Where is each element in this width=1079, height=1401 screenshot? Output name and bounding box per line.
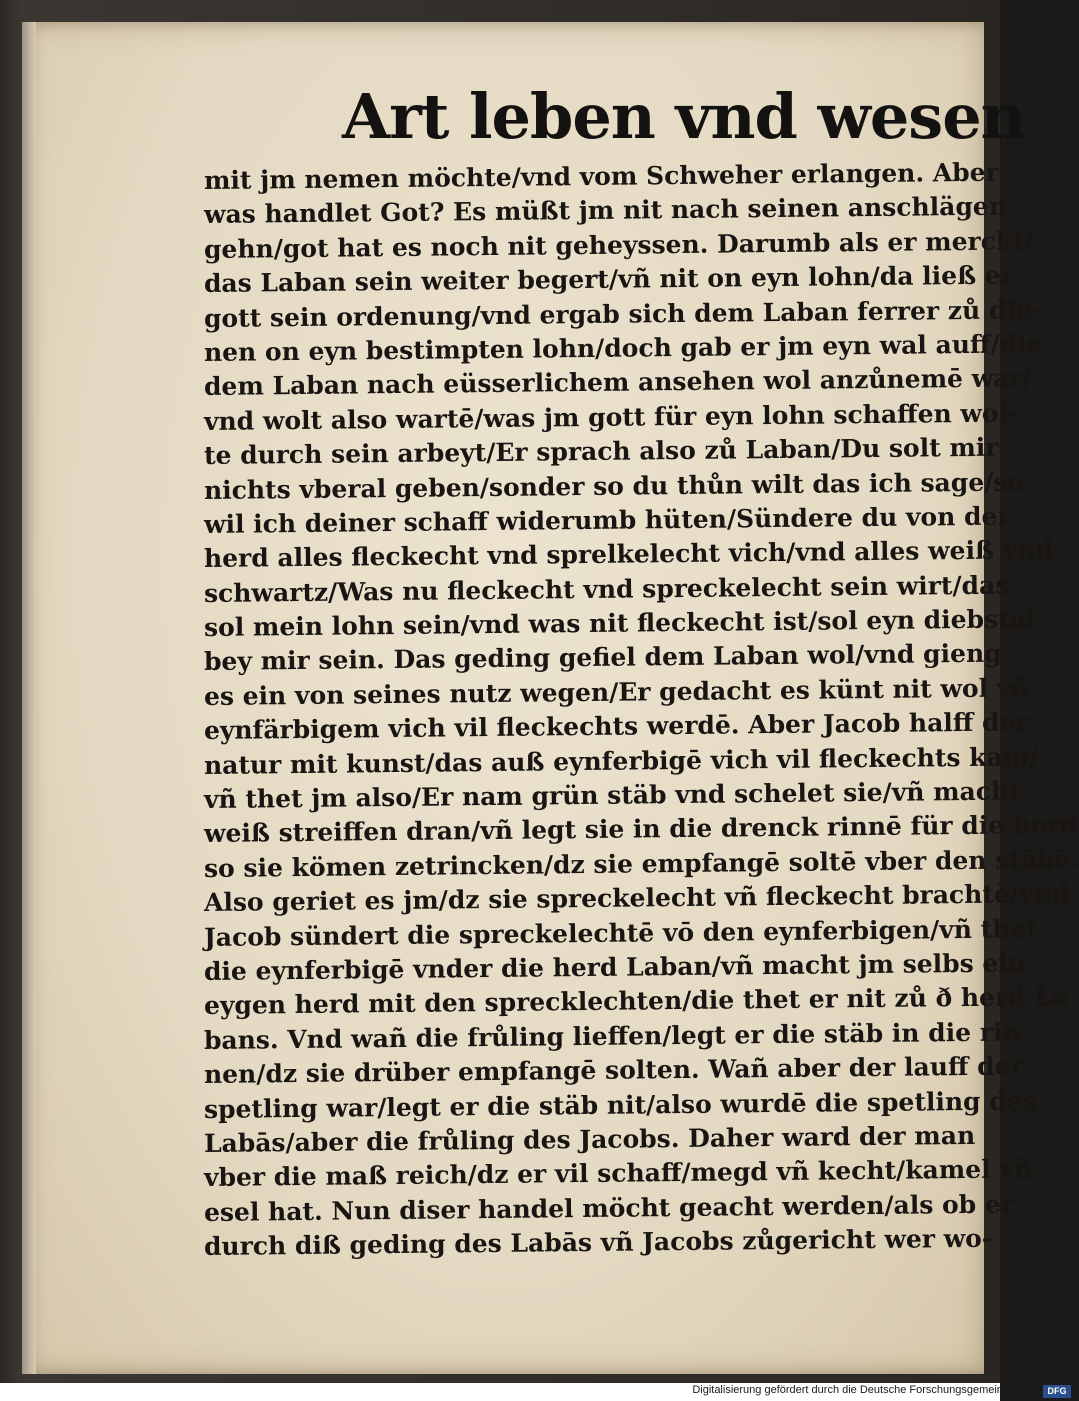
text-line: bans. Vnd wañ die frůling lieffen/legt er die stäb in die rin: [203, 1017, 1021, 1055]
text-line: Labās/aber die frůling des Jacobs. Daher ward der man: [203, 1120, 976, 1158]
text-line: nichts vberal geben/sonder so du thůn wilt das ich sage/so: [203, 466, 1025, 505]
text-line: vnd wolt also wartē/was jm gott für eyn lohn schaffen wol-: [203, 398, 1019, 436]
text-line: esel hat. Nun diser handel möcht geacht werden/als ob er: [203, 1189, 1015, 1227]
text-line: sol mein lohn sein/vnd was nit fleckecht ist/sol eyn diebstal: [203, 604, 1036, 643]
text-line: nen/dz sie drüber empfangē solten. Wañ aber der lauff der: [203, 1051, 1024, 1090]
page-gutter: [22, 22, 36, 1374]
text-line: eygen herd mit den sprecklechten/die thet er nit zů ð herd La: [203, 982, 1069, 1021]
text-line: bey mir sein. Das geding gefiel dem Laban wol/vnd gieng: [203, 639, 1002, 677]
text-line: es ein von seines nutz wegen/Er gedacht es künt nit wol vō: [203, 673, 1029, 711]
text-line: vñ thet jm also/Er nam grün stäb vnd schelet sie/vñ macht: [203, 776, 1021, 815]
text-line: weiß streiffen dran/vñ legt sie in die drenck rinnē für die herd: [203, 810, 1078, 849]
dfg-logo: DFG: [1043, 1385, 1071, 1398]
text-line: vber die maß reich/dz er vil schaff/megd vñ kecht/kamel vñ: [203, 1154, 1033, 1193]
text-line: gott sein ordenung/vnd ergab sich dem Laban ferrer zů die-: [203, 294, 1043, 333]
book-page: [22, 22, 1079, 1374]
text-line: wil ich deiner schaff widerumb hüten/Sündere du von der: [203, 501, 1011, 539]
text-line: schwartz/Was nu fleckecht vnd spreckelecht sein wirt/das: [203, 570, 1010, 608]
text-line: die eynferbigē vnder die herd Laban/vñ macht jm selbs ein: [203, 948, 1027, 986]
text-line: spetling war/legt er die stäb nit/also wurdē die spetling des: [203, 1085, 1037, 1124]
text-line: eynfärbigem vich vil fleckechts werdē. Aber Jacob halff der: [203, 707, 1029, 746]
text-line: Jacob sündert die spreckelechtē vō den eynferbigen/vñ thet: [203, 913, 1038, 952]
text-line: so sie kömen zetrincken/dz sie empfangē soltē vber den stäbē.: [203, 844, 1079, 883]
text-line: gehn/got hat es noch nit geheyssen. Darumb als er merckt/: [203, 226, 1035, 264]
text-line: das Laban sein weiter begert/vñ nit on eyn lohn/da ließ er: [203, 260, 1015, 299]
text-line: natur mit kunst/das auß eynferbigē vich vil fleckechts kam/: [203, 741, 1039, 780]
text-line: was handlet Got? Es müßt jm nit nach seinen anschlägen: [203, 191, 1008, 230]
text-line: durch diß geding des Labās vñ Jacobs zůgericht wer wo-: [203, 1223, 993, 1262]
text-line: te durch sein arbeyt/Er sprach also zů Laban/Du solt mir: [203, 432, 999, 471]
body-text: [203, 157, 1079, 1265]
running-head: Art leben vnd wesen: [342, 80, 1025, 153]
funding-credit: Digitalisierung gefördert durch die Deutsche Forschungsgemeinschaft -: [692, 1384, 1039, 1396]
text-line: dem Laban nach eüsserlichem ansehen wol anzůnemē war/: [203, 363, 1032, 402]
text-line: Also geriet es jm/dz sie spreckelecht vñ fleckecht brachtē/vnd: [203, 879, 1070, 918]
text-line: herd alles fleckecht vnd sprelkelecht vich/vnd alles weiß vnd: [203, 535, 1054, 574]
text-line: mit jm nemen möchte/vnd vom Schweher erlangen. Aber: [203, 157, 999, 195]
text-line: nen on eyn bestimpten lohn/doch gab er jm eyn wal auff/die: [203, 329, 1043, 367]
